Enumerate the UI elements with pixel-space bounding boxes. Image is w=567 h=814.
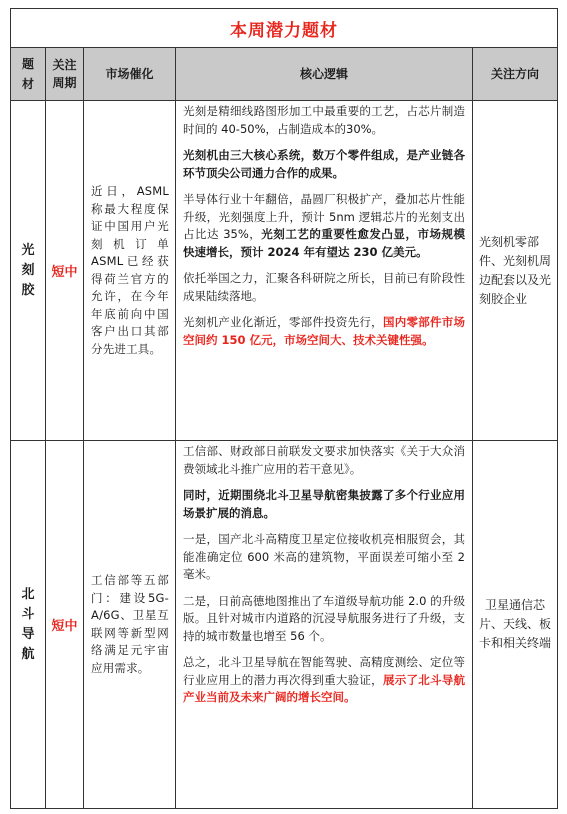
header-focus: 关注方向 (473, 48, 558, 101)
logic-paragraph: 工信部、财政部日前联发文要求加快落实《关于大众消费领域北斗推广应用的若干意见》。 (183, 444, 465, 476)
period-cell: 短中 (46, 441, 84, 809)
logic-paragraph: 总之，北斗卫星导航在智能驾驶、高精度测绘、定位等行业应用上的潜力再次得到重大验证，展示了北斗导航产业当前及未来广阔的增长空间。 (183, 655, 466, 704)
catalyst-cell: 近日，ASML称最大程度保证中国用户光刻机订单ASML已经获得荷兰官方的允许，在今年年底前向中国客户出口其部分先进工具。 (84, 101, 176, 441)
logic-paragraph: 依托举国之力，汇聚各科研院之所长，目前已有阶段性成果陆续落地。 (183, 271, 465, 303)
logic-cell (176, 101, 473, 441)
header-topic: 题材 (11, 48, 46, 101)
logic-paragraph: 光刻机产业化渐近，零部件投资先行，国内零部件市场空间约 150 亿元，市场空间大、技术关键性强。 (183, 315, 466, 347)
logic-paragraph: 一是，国产北斗高精度卫星定位接收机亮相服贸会，其能准确定位 600 米高的建筑物，平面误差可缩小至 2 毫米。 (183, 532, 465, 581)
period-cell: 短中 (46, 101, 84, 441)
header-row (11, 48, 558, 101)
header-catalyst: 市场催化 (84, 48, 176, 101)
table-title-cell (11, 9, 558, 48)
focus-cell: 卫星通信芯片、天线、板卡和相关终端 (473, 441, 558, 809)
logic-paragraph: 二是，日前高德地图推出了车道级导航功能 2.0 的升级版。且针对城市内道路的沉浸导航服务进行了升级，支持的城市数量也增至 56 个。 (183, 593, 465, 643)
logic-paragraph-bold: 光刻机由三大核心系统，数万个零件组成，是产业链各环节顶尖公司通力合作的成果。 (183, 148, 465, 180)
header-logic: 核心逻辑 (176, 48, 473, 101)
logic-paragraph: 光刻是精细线路图形加工中最重要的工艺，占芯片制造时间的 40-50%，占制造成本的30%。 (183, 104, 465, 136)
table-row (11, 101, 558, 441)
catalyst-cell: 工信部等五部门：建设5G-A/6G、卫星互联网等新型网络满足元宇宙应用需求。 (84, 441, 176, 809)
topic-cell: 北斗导航 (11, 441, 46, 809)
table-row (11, 441, 558, 809)
header-period: 关注周期 (46, 48, 84, 101)
logic-paragraph: 半导体行业十年翻倍，晶圆厂积极扩产，叠加芯片性能升级，光刻强度上升，预计 5nm 逻辑芯片的光刻支出占比达 35%，光刻工艺的重要性愈发凸显，市场规模快速增长，预计 2024 年有望达 230 亿美元。 (183, 192, 465, 259)
logic-paragraph-bold: 同时，近期围绕北斗卫星导航密集披露了多个行业应用场景扩展的消息。 (183, 488, 465, 520)
page-title: 本周潜力题材 (230, 20, 338, 41)
focus-cell: 光刻机零部件、光刻机周边配套以及光刻胶企业 (473, 101, 558, 441)
topic-cell: 光刻胶 (11, 101, 46, 441)
topic-table (10, 8, 558, 809)
logic-cell (176, 441, 473, 809)
